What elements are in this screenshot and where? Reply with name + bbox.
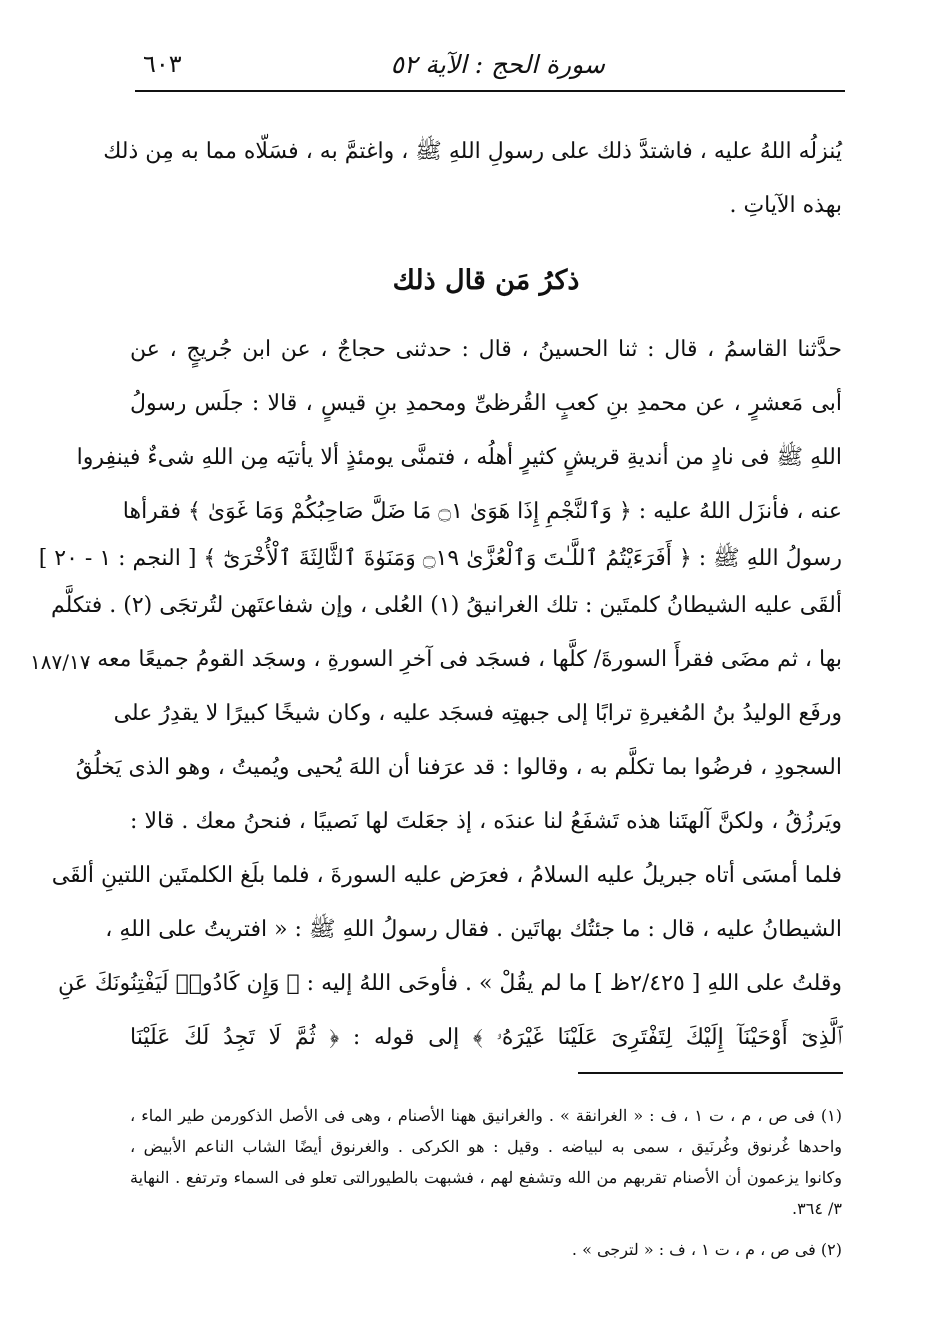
text-line: عنه ، فأنزَل اللهُ عليه : ﴿ وَٱلنَّجْمِ إِذَا هَوَىٰ ۝١ مَا ضَلَّ صَاحِبُكُمْ وَمَا غَوَىٰ ﴾ فقرأها [122,499,842,524]
text-line: حدَّثنا القاسمُ ، قال : ثنا الحسينُ ، قال : حدثنى حجاجٌ ، عن ابن جُريجٍ ، عن [130,337,842,362]
page-number: ٦٠٣ [143,50,182,78]
running-title: سورة الحج : الآية ٥٢ [390,50,605,79]
footnote-line: (٢) فى ص ، م ، ت ١ ، ف : « لترجى » . [571,1240,842,1259]
text-line: ويَرزُقُ ، ولكنَّ آلهتَنا هذه تَشفَعُ لنا عندَه ، إذ جعَلتَ لها نَصيبًا ، فنحنُ معك . قالا : [130,809,842,834]
text-line: الشيطانُ عليه ، قال : ما جئتُك بهاتَين . فقال رسولُ اللهِ ﷺ : « افتريتُ على اللهِ ، [105,917,842,942]
text-line: يُنزلُه اللهُ عليه ، فاشتدَّ ذلك على رسولِ اللهِ ﷺ ، واغتمَّ به ، فسَلّاه مما به مِن ذلك [103,139,842,164]
text-line: السجودِ ، فرضُوا بما تكلَّم به ، وقالوا : قد عرَفنا أن اللهَ يُحيى ويُميتُ ، وهو الذى يَخلُقُ [75,755,842,780]
footnotes [130,1100,842,1265]
footnote-divider [578,1072,843,1074]
text-line: وقلتُ على اللهِ [ ٢/٤٢٥ظ ] ما لم يقُلْ » . فأوحَى اللهُ إليه : ﴿ وَإِن كَادُوا۟ لَيَفْتِنُونَكَ عَنِ [57,971,842,996]
text-line: ورفَع الوليدُ بنُ المُغيرةِ ترابًا إلى جبهتِه فسجَد عليه ، وكان شيخًا كبيرًا لا يقدِرُ على [113,701,842,726]
text-line: أبى مَعشرٍ ، عن محمدِ بنِ كعبٍ القُرظىِّ ومحمدِ بنِ قيسٍ ، قالا : جلَس رسولُ [130,391,842,416]
footnote-line: ٣/ ٣٦٤. [792,1199,842,1218]
footnote-line: (١) فى ص ، م ، ت ١ ، ف : « الغرانقة » . والغرانيق ههنا الأصنام ، وهى فى الأصل الذكورمن طير الماء ، [130,1106,842,1125]
page-header [135,40,845,92]
footnote-line: وكانوا يزعمون أن الأصنام تقربهم من الله وتشفع لهم ، فشبهت بالطيورالتى تعلو فى السماء وترتفع . النهاية [130,1168,842,1187]
text-line: اللهِ ﷺ فى نادٍ من أنديةِ قريشٍ كثيرٍ أهلُه ، فتمنَّى يومئذٍ ألا يأتيَه مِن اللهِ شىءٌ فينفِروا [76,445,842,470]
text-line: بها ، ثم مضَى فقرأَ السورةَ/ كلَّها ، فسجَد فى آخرِ السورةِ ، وسجَد القومُ جميعًا معه ، [83,647,842,672]
text-line: ٱلَّذِىٓ أَوْحَيْنَآ إِلَيْكَ لِتَفْتَرِىَ عَلَيْنَا غَيْرَهُۥ ﴾ إلى قوله : ﴿ ثُمَّ لَا تَجِدُ لَكَ عَلَيْنَا [130,1025,842,1050]
footnote-line: واحدها غُرنوق وغُرنَيق ، سمى به لبياضه . وقيل : هو الكركى . والغرنوق أيضًا الشاب الناعم الأبيض ، [130,1137,842,1156]
text-line: بهذه الآياتِ . [729,193,842,218]
section-heading: ذكرُ مَن قال ذلك [392,265,580,296]
margin-reference: ١٨٧/١٧ [30,650,91,674]
text-line: ألقَى عليه الشيطانُ كلمتَين : تلك الغرانيقُ (١) العُلى ، وإن شفاعتَهن لتُرتجَى (٢) . فتكلَّم [51,593,842,618]
text-line: رسولُ اللهِ ﷺ : ﴿ أَفَرَءَيْتُمُ ٱللَّـٰتَ وَٱلْعُزَّىٰ ۝١٩ وَمَنَوٰةَ ٱلثَّالِثَةَ ٱلْأُخْرَىٰٓ ﴾ [ النجم : ١ - ٢٠ ] [38,546,842,571]
text-line: فلما أمسَى أتاه جبريلُ عليه السلامُ ، فعرَض عليه السورةَ ، فلما بلَغ الكلمتَين اللتينِ ألقَى [51,863,842,888]
